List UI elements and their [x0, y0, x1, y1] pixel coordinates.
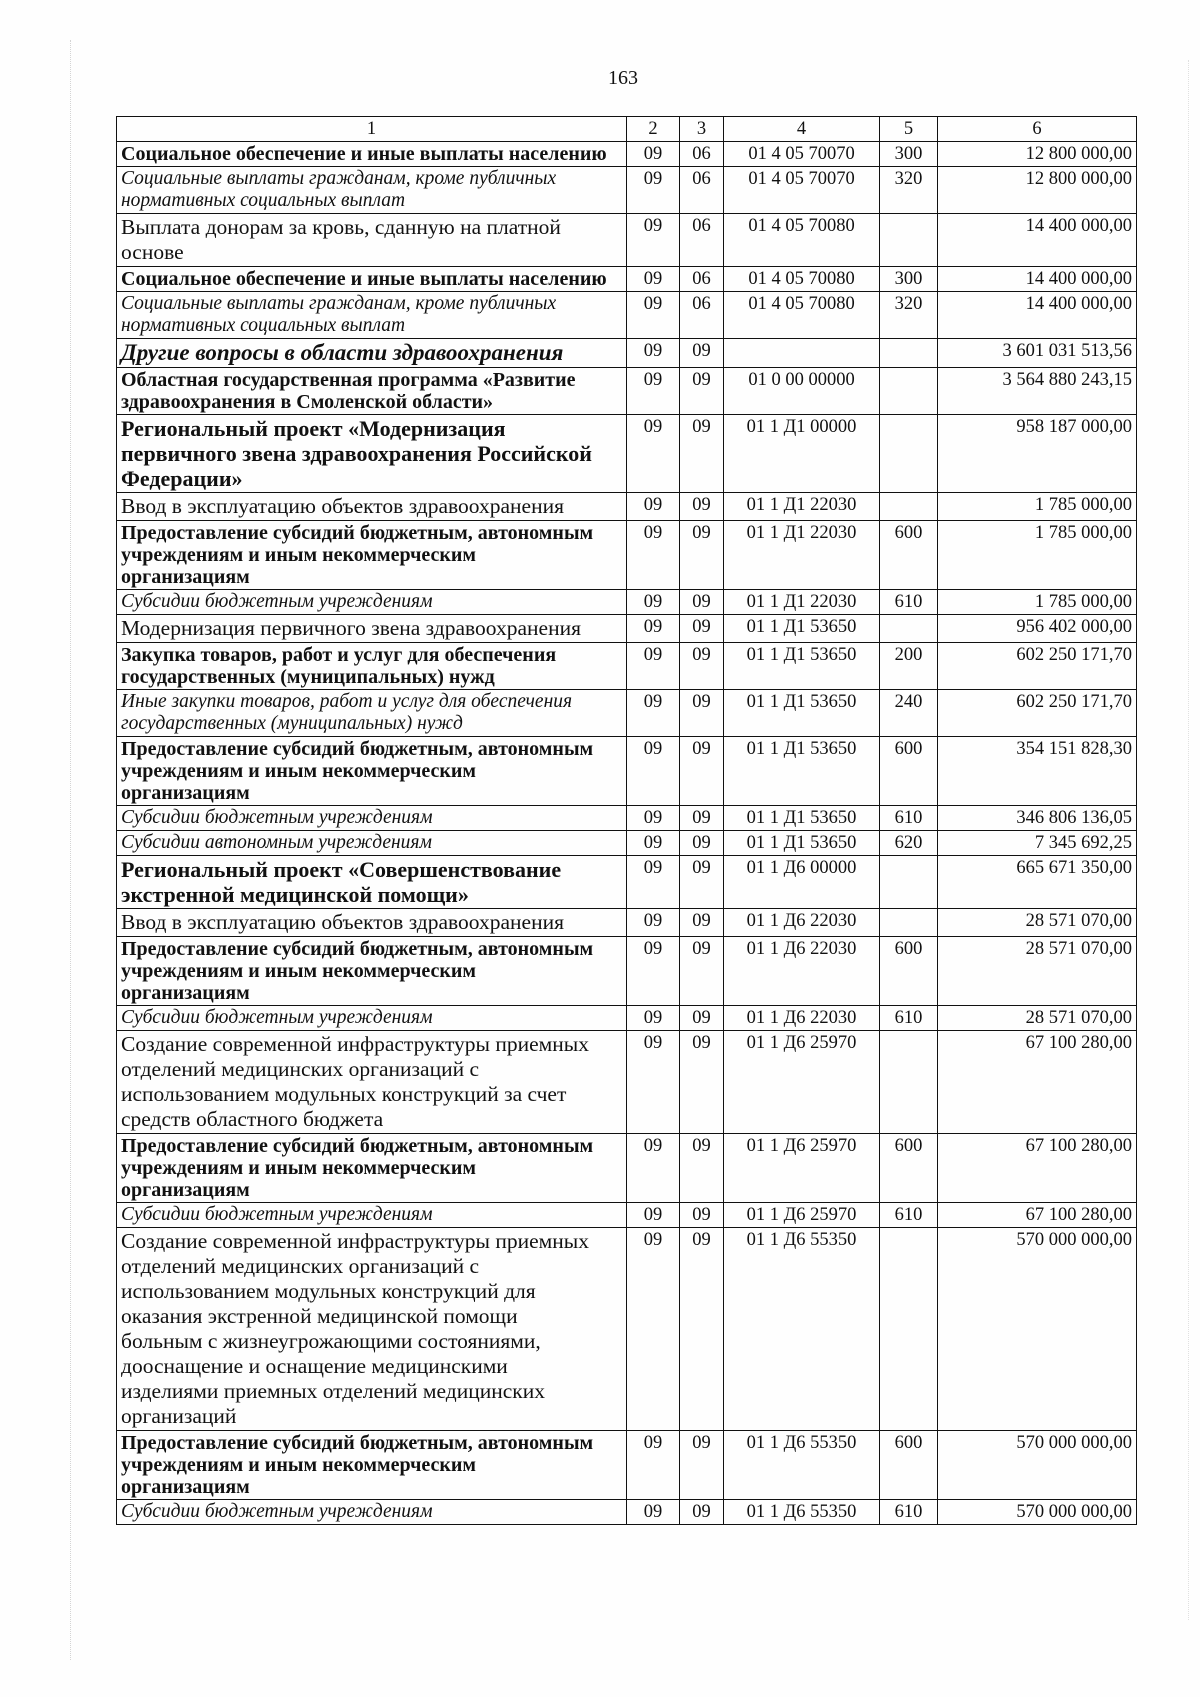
subsection-code-cell: 09 — [680, 831, 724, 856]
target-article-code-cell: 01 1 Д6 25970 — [724, 1203, 880, 1228]
expense-type-code-cell: 320 — [880, 167, 938, 214]
row-name-cell: Другие вопросы в области здравоохранения — [117, 339, 627, 368]
target-article-code-cell: 01 1 Д1 53650 — [724, 831, 880, 856]
amount-cell: 14 400 000,00 — [938, 267, 1137, 292]
table-row — [117, 590, 1137, 615]
expense-type-code-cell: 610 — [880, 1500, 938, 1525]
subsection-code-cell: 09 — [680, 1500, 724, 1525]
row-name-cell: Ввод в эксплуатацию объектов здравоохранения — [117, 493, 627, 521]
section-code-cell: 09 — [627, 167, 680, 214]
row-name-cell: Предоставление субсидий бюджетным, автономным учреждениям и иным некоммерческим организациям — [117, 737, 627, 806]
table-body — [117, 142, 1137, 1525]
target-article-code-cell: 01 1 Д6 55350 — [724, 1228, 880, 1431]
row-name-cell: Предоставление субсидий бюджетным, автономным учреждениям и иным некоммерческим организациям — [117, 1134, 627, 1203]
expense-type-code-cell — [880, 368, 938, 415]
table-row — [117, 937, 1137, 1006]
row-name-cell: Субсидии бюджетным учреждениям — [117, 1006, 627, 1031]
section-code-cell: 09 — [627, 1431, 680, 1500]
table-row — [117, 1134, 1137, 1203]
table-row — [117, 292, 1137, 339]
expense-type-code-cell — [880, 856, 938, 909]
scan-artifact-left — [70, 40, 71, 1660]
header-col-1: 1 — [117, 117, 627, 142]
subsection-code-cell: 06 — [680, 142, 724, 167]
expense-type-code-cell: 610 — [880, 806, 938, 831]
subsection-code-cell: 09 — [680, 1431, 724, 1500]
subsection-code-cell: 09 — [680, 1031, 724, 1134]
amount-cell: 14 400 000,00 — [938, 292, 1137, 339]
target-article-code-cell: 01 1 Д1 53650 — [724, 615, 880, 643]
row-name-cell: Областная государственная программа «Развитие здравоохранения в Смоленской области» — [117, 368, 627, 415]
amount-cell: 602 250 171,70 — [938, 643, 1137, 690]
amount-cell: 3 564 880 243,15 — [938, 368, 1137, 415]
subsection-code-cell: 06 — [680, 214, 724, 267]
table-row — [117, 1006, 1137, 1031]
section-code-cell: 09 — [627, 415, 680, 493]
subsection-code-cell: 06 — [680, 267, 724, 292]
table-row — [117, 267, 1137, 292]
row-name-cell: Социальные выплаты гражданам, кроме публичных нормативных социальных выплат — [117, 292, 627, 339]
expense-type-code-cell: 600 — [880, 937, 938, 1006]
target-article-code-cell: 01 1 Д6 22030 — [724, 909, 880, 937]
subsection-code-cell: 09 — [680, 521, 724, 590]
amount-cell: 67 100 280,00 — [938, 1134, 1137, 1203]
section-code-cell: 09 — [627, 1228, 680, 1431]
scan-artifact-right — [1188, 60, 1189, 1620]
subsection-code-cell: 09 — [680, 1228, 724, 1431]
section-code-cell: 09 — [627, 909, 680, 937]
expense-type-code-cell: 300 — [880, 142, 938, 167]
subsection-code-cell: 09 — [680, 590, 724, 615]
subsection-code-cell: 06 — [680, 292, 724, 339]
amount-cell: 3 601 031 513,56 — [938, 339, 1137, 368]
header-col-3: 3 — [680, 117, 724, 142]
target-article-code-cell: 01 1 Д1 00000 — [724, 415, 880, 493]
target-article-code-cell: 01 1 Д6 55350 — [724, 1431, 880, 1500]
row-name-cell: Иные закупки товаров, работ и услуг для обеспечения государственных (муниципальных) нужд — [117, 690, 627, 737]
subsection-code-cell: 09 — [680, 856, 724, 909]
amount-cell: 1 785 000,00 — [938, 521, 1137, 590]
subsection-code-cell: 09 — [680, 1203, 724, 1228]
expense-type-code-cell — [880, 909, 938, 937]
table-row — [117, 737, 1137, 806]
expense-type-code-cell — [880, 615, 938, 643]
page-number: 163 — [608, 67, 638, 89]
table-row — [117, 643, 1137, 690]
table-row — [117, 1431, 1137, 1500]
target-article-code-cell: 01 1 Д1 53650 — [724, 643, 880, 690]
table-row — [117, 142, 1137, 167]
expense-type-code-cell: 240 — [880, 690, 938, 737]
expense-type-code-cell: 600 — [880, 1431, 938, 1500]
table-row — [117, 1031, 1137, 1134]
target-article-code-cell: 01 1 Д6 25970 — [724, 1031, 880, 1134]
section-code-cell: 09 — [627, 690, 680, 737]
section-code-cell: 09 — [627, 1006, 680, 1031]
row-name-cell: Субсидии бюджетным учреждениям — [117, 806, 627, 831]
subsection-code-cell: 09 — [680, 615, 724, 643]
section-code-cell: 09 — [627, 1134, 680, 1203]
subsection-code-cell: 06 — [680, 167, 724, 214]
header-col-6: 6 — [938, 117, 1137, 142]
amount-cell: 14 400 000,00 — [938, 214, 1137, 267]
table-row — [117, 415, 1137, 493]
table-row — [117, 1500, 1137, 1525]
table-row — [117, 493, 1137, 521]
expense-type-code-cell — [880, 1031, 938, 1134]
target-article-code-cell: 01 1 Д1 53650 — [724, 806, 880, 831]
target-article-code-cell: 01 1 Д1 53650 — [724, 690, 880, 737]
table-row — [117, 368, 1137, 415]
subsection-code-cell: 09 — [680, 1134, 724, 1203]
row-name-cell: Закупка товаров, работ и услуг для обеспечения государственных (муниципальных) нужд — [117, 643, 627, 690]
header-col-4: 4 — [724, 117, 880, 142]
row-name-cell: Социальные выплаты гражданам, кроме публичных нормативных социальных выплат — [117, 167, 627, 214]
amount-cell: 602 250 171,70 — [938, 690, 1137, 737]
subsection-code-cell: 09 — [680, 415, 724, 493]
target-article-code-cell: 01 1 Д6 55350 — [724, 1500, 880, 1525]
row-name-cell: Субсидии бюджетным учреждениям — [117, 1203, 627, 1228]
amount-cell: 67 100 280,00 — [938, 1203, 1137, 1228]
section-code-cell: 09 — [627, 1500, 680, 1525]
subsection-code-cell: 09 — [680, 368, 724, 415]
amount-cell: 570 000 000,00 — [938, 1431, 1137, 1500]
expense-type-code-cell — [880, 493, 938, 521]
expense-type-code-cell: 200 — [880, 643, 938, 690]
amount-cell: 958 187 000,00 — [938, 415, 1137, 493]
target-article-code-cell: 01 0 00 00000 — [724, 368, 880, 415]
section-code-cell: 09 — [627, 292, 680, 339]
section-code-cell: 09 — [627, 737, 680, 806]
expense-type-code-cell: 600 — [880, 521, 938, 590]
table-row — [117, 690, 1137, 737]
row-name-cell: Ввод в эксплуатацию объектов здравоохранения — [117, 909, 627, 937]
row-name-cell: Субсидии бюджетным учреждениям — [117, 1500, 627, 1525]
section-code-cell: 09 — [627, 806, 680, 831]
row-name-cell: Модернизация первичного звена здравоохранения — [117, 615, 627, 643]
subsection-code-cell: 09 — [680, 937, 724, 1006]
subsection-code-cell: 09 — [680, 493, 724, 521]
expense-type-code-cell: 600 — [880, 737, 938, 806]
row-name-cell: Создание современной инфраструктуры приемных отделений медицинских организаций с использованием модульных конструкций для оказания экстренной медицинской помощи больным с жизнеугрожающими состояниями, дооснащение и оснащение медицинскими изделиями приемных отделений медицинских организаций — [117, 1228, 627, 1431]
row-name-cell: Создание современной инфраструктуры приемных отделений медицинских организаций с использованием модульных конструкций за счет средств областного бюджета — [117, 1031, 627, 1134]
subsection-code-cell: 09 — [680, 909, 724, 937]
amount-cell: 570 000 000,00 — [938, 1228, 1137, 1431]
amount-cell: 570 000 000,00 — [938, 1500, 1137, 1525]
target-article-code-cell: 01 4 05 70080 — [724, 292, 880, 339]
subsection-code-cell: 09 — [680, 690, 724, 737]
header-col-5: 5 — [880, 117, 938, 142]
amount-cell: 28 571 070,00 — [938, 1006, 1137, 1031]
subsection-code-cell: 09 — [680, 339, 724, 368]
table-row — [117, 856, 1137, 909]
expense-type-code-cell — [880, 339, 938, 368]
table-row — [117, 521, 1137, 590]
subsection-code-cell: 09 — [680, 737, 724, 806]
section-code-cell: 09 — [627, 339, 680, 368]
row-name-cell: Субсидии автономным учреждениям — [117, 831, 627, 856]
target-article-code-cell: 01 4 05 70070 — [724, 142, 880, 167]
target-article-code-cell: 01 4 05 70080 — [724, 267, 880, 292]
target-article-code-cell — [724, 339, 880, 368]
table-row — [117, 806, 1137, 831]
expense-type-code-cell: 600 — [880, 1134, 938, 1203]
expense-type-code-cell: 610 — [880, 590, 938, 615]
subsection-code-cell: 09 — [680, 643, 724, 690]
amount-cell: 956 402 000,00 — [938, 615, 1137, 643]
target-article-code-cell: 01 1 Д1 22030 — [724, 590, 880, 615]
table-row — [117, 909, 1137, 937]
subsection-code-cell: 09 — [680, 806, 724, 831]
expense-type-code-cell: 610 — [880, 1203, 938, 1228]
section-code-cell: 09 — [627, 1031, 680, 1134]
section-code-cell: 09 — [627, 590, 680, 615]
target-article-code-cell: 01 1 Д1 22030 — [724, 493, 880, 521]
amount-cell: 1 785 000,00 — [938, 493, 1137, 521]
row-name-cell: Социальное обеспечение и иные выплаты населению — [117, 267, 627, 292]
expense-type-code-cell: 610 — [880, 1006, 938, 1031]
expense-type-code-cell: 620 — [880, 831, 938, 856]
section-code-cell: 09 — [627, 267, 680, 292]
amount-cell: 7 345 692,25 — [938, 831, 1137, 856]
row-name-cell: Предоставление субсидий бюджетным, автономным учреждениям и иным некоммерческим организациям — [117, 937, 627, 1006]
section-code-cell: 09 — [627, 831, 680, 856]
amount-cell: 28 571 070,00 — [938, 937, 1137, 1006]
table-row — [117, 214, 1137, 267]
header-col-2: 2 — [627, 117, 680, 142]
subsection-code-cell: 09 — [680, 1006, 724, 1031]
section-code-cell: 09 — [627, 615, 680, 643]
row-name-cell: Выплата донорам за кровь, сданную на платной основе — [117, 214, 627, 267]
expense-type-code-cell — [880, 1228, 938, 1431]
row-name-cell: Предоставление субсидий бюджетным, автономным учреждениям и иным некоммерческим организациям — [117, 521, 627, 590]
amount-cell: 12 800 000,00 — [938, 167, 1137, 214]
amount-cell: 1 785 000,00 — [938, 590, 1137, 615]
row-name-cell: Субсидии бюджетным учреждениям — [117, 590, 627, 615]
section-code-cell: 09 — [627, 1203, 680, 1228]
row-name-cell: Региональный проект «Модернизация первичного звена здравоохранения Российской Федерации» — [117, 415, 627, 493]
target-article-code-cell: 01 1 Д6 25970 — [724, 1134, 880, 1203]
section-code-cell: 09 — [627, 368, 680, 415]
expense-type-code-cell: 320 — [880, 292, 938, 339]
amount-cell: 354 151 828,30 — [938, 737, 1137, 806]
section-code-cell: 09 — [627, 493, 680, 521]
row-name-cell: Региональный проект «Совершенствование экстренной медицинской помощи» — [117, 856, 627, 909]
table-row — [117, 167, 1137, 214]
amount-cell: 346 806 136,05 — [938, 806, 1137, 831]
target-article-code-cell: 01 4 05 70080 — [724, 214, 880, 267]
target-article-code-cell: 01 4 05 70070 — [724, 167, 880, 214]
target-article-code-cell: 01 1 Д6 22030 — [724, 937, 880, 1006]
table-row — [117, 339, 1137, 368]
target-article-code-cell: 01 1 Д6 22030 — [724, 1006, 880, 1031]
table-header — [117, 117, 1137, 142]
row-name-cell: Предоставление субсидий бюджетным, автономным учреждениям и иным некоммерческим организациям — [117, 1431, 627, 1500]
section-code-cell: 09 — [627, 937, 680, 1006]
amount-cell: 67 100 280,00 — [938, 1031, 1137, 1134]
budget-table — [116, 116, 1137, 1525]
section-code-cell: 09 — [627, 142, 680, 167]
header-row — [117, 117, 1137, 142]
expense-type-code-cell: 300 — [880, 267, 938, 292]
amount-cell: 665 671 350,00 — [938, 856, 1137, 909]
target-article-code-cell: 01 1 Д1 53650 — [724, 737, 880, 806]
amount-cell: 28 571 070,00 — [938, 909, 1137, 937]
expense-type-code-cell — [880, 415, 938, 493]
amount-cell: 12 800 000,00 — [938, 142, 1137, 167]
target-article-code-cell: 01 1 Д6 00000 — [724, 856, 880, 909]
section-code-cell: 09 — [627, 856, 680, 909]
table-row — [117, 1228, 1137, 1431]
section-code-cell: 09 — [627, 214, 680, 267]
table-row — [117, 831, 1137, 856]
table-row — [117, 1203, 1137, 1228]
row-name-cell: Социальное обеспечение и иные выплаты населению — [117, 142, 627, 167]
target-article-code-cell: 01 1 Д1 22030 — [724, 521, 880, 590]
section-code-cell: 09 — [627, 643, 680, 690]
expense-type-code-cell — [880, 214, 938, 267]
table-row — [117, 615, 1137, 643]
section-code-cell: 09 — [627, 521, 680, 590]
